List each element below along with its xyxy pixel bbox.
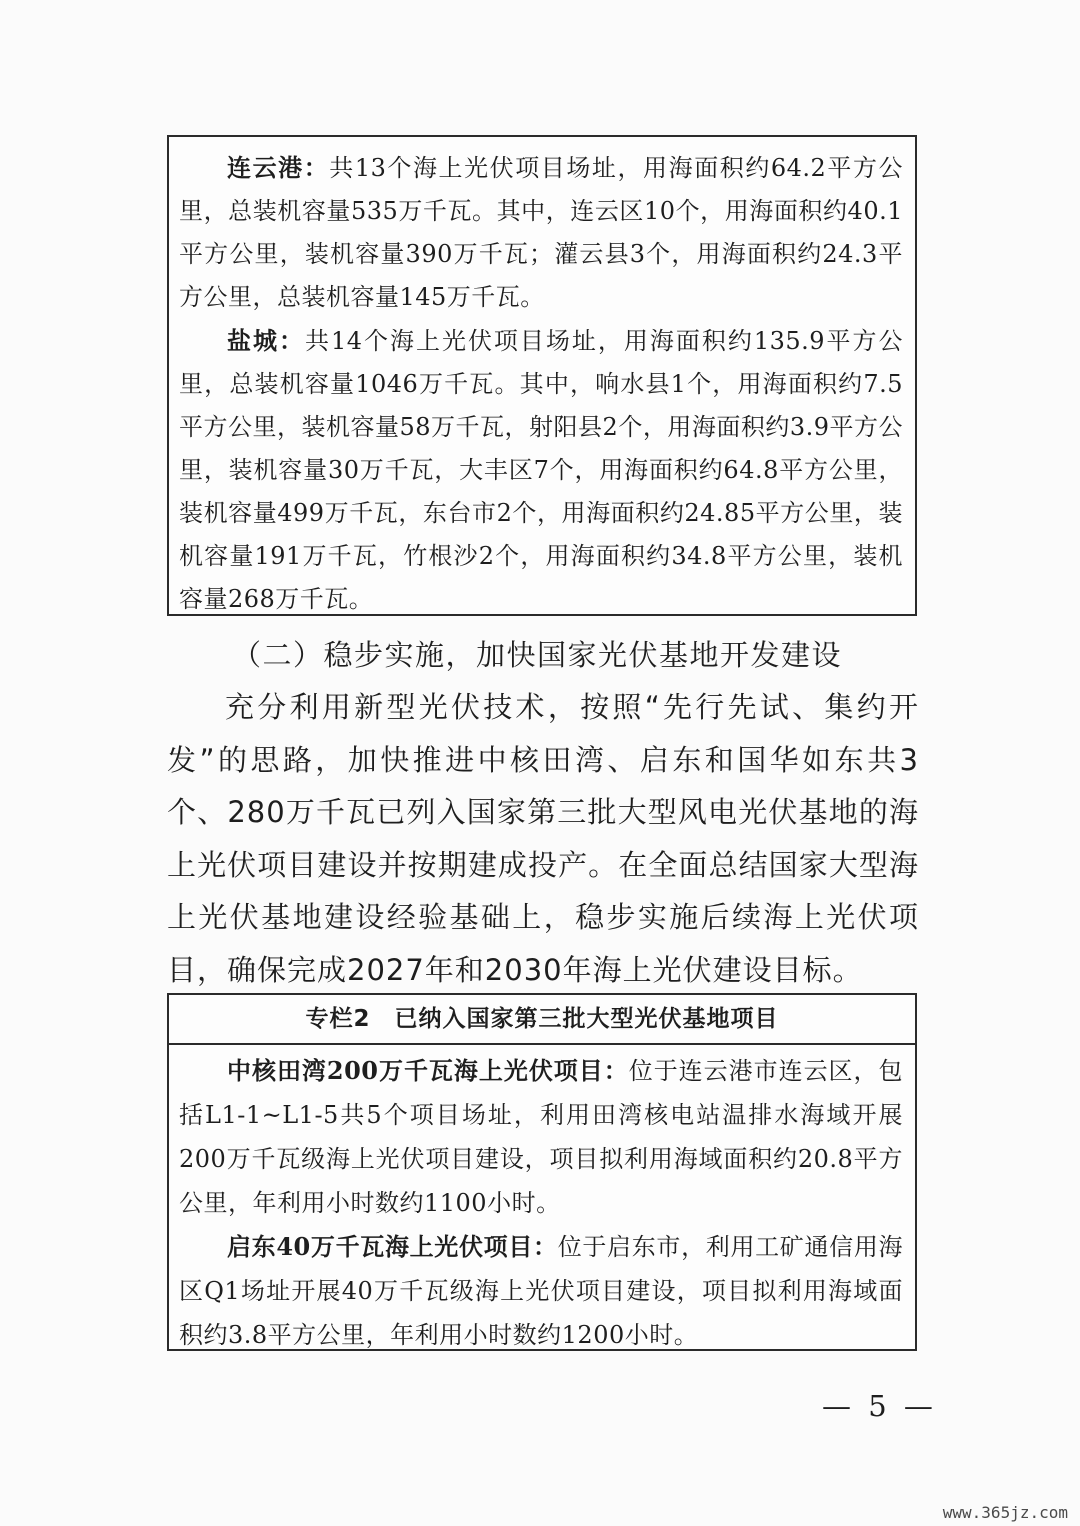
project-sites-box xyxy=(167,135,917,616)
lianyungang-text: 共13个海上光伏项目场址，用海面积约64.2平方公里，总装机容量535万千瓦。其中，连云区10个，用海面积约40.1平方公里，装机容量390万千瓦；灌云县3个，用海面积约24.3平方公里，总装机容量145万千瓦。 xyxy=(179,154,904,311)
qidong-lead: 启东40万千瓦海上光伏项目： xyxy=(227,1232,558,1261)
tianwan-lead: 中核田湾200万千瓦海上光伏项目： xyxy=(227,1056,629,1085)
qidong-text: 位于启东市，利用工矿通信用海区Q1场址开展40万千瓦级海上光伏项目建设，项目拟利用海域面积约3.8平方公里，年利用小时数约1200小时。 xyxy=(179,1233,903,1349)
tianwan-project-paragraph xyxy=(179,1049,903,1225)
column-2-box xyxy=(167,993,917,1351)
lianyungang-lead: 连云港： xyxy=(227,153,330,182)
section-body: 充分利用新型光伏技术，按照“先行先试、集约开发”的思路，加快推进中核田湾、启东和国华如东共3个、280万千瓦已列入国家第三批大型风电光伏基地的海上光伏项目建设并按期建成投产。在全面总结国家大型海上光伏基地建设经验基础上，稳步实施后续海上光伏项目，确保完成2027年和2030年海上光伏建设目标。 xyxy=(167,690,919,987)
tianwan-text: 位于连云港市连云区，包括L1-1~L1-5共5个项目场址，利用田湾核电站温排水海域开展200万千瓦级海上光伏项目建设，项目拟利用海域面积约20.8平方公里，年利用小时数约1100小时。 xyxy=(179,1057,903,1217)
column-2-title: 专栏2 已纳入国家第三批大型光伏基地项目 xyxy=(169,995,915,1045)
watermark-text: www.365jz.com xyxy=(942,1503,1068,1522)
yancheng-text: 共14个海上光伏项目场址，用海面积约135.9平方公里，总装机容量1046万千瓦。其中，响水县1个，用海面积约7.5平方公里，装机容量58万千瓦，射阳县2个，用海面积约3.9平方公里，装机容量30万千瓦，大丰区7个，用海面积约64.8平方公里，装机容量499万千瓦，东台市2个，用海面积约24.85平方公里，装机容量191万千瓦，竹根沙2个，用海面积约34.8平方公里，装机容量268万千瓦。 xyxy=(179,327,903,613)
lianyungang-paragraph xyxy=(179,146,903,319)
yancheng-lead: 盐城： xyxy=(227,326,305,355)
yancheng-paragraph xyxy=(179,319,903,621)
page-number: — 5 — xyxy=(822,1389,937,1423)
qidong-project-paragraph xyxy=(179,1225,903,1357)
section-heading: （二）稳步实施，加快国家光伏基地开发建设 xyxy=(232,638,843,672)
